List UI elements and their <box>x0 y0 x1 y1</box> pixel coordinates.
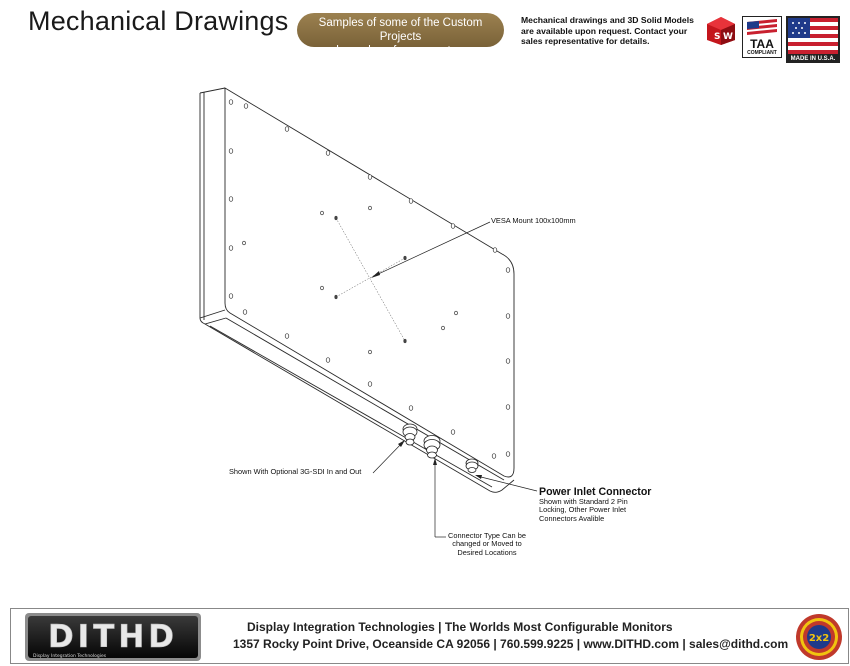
power-inlet-line-1: Shown with Standard 2 Pin <box>539 497 628 506</box>
made-in-usa-label: MADE IN U.S.A. <box>790 56 836 62</box>
sdi-callout: Shown With Optional 3G-SDI In and Out <box>229 467 362 476</box>
sdi-connector-2 <box>424 436 440 459</box>
svg-text:W: W <box>723 32 733 42</box>
connector-type-line-1: Connector Type Can be <box>448 531 526 540</box>
power-inlet-callout <box>539 486 651 523</box>
enclosure-back-plate <box>225 88 514 477</box>
connector-type-line-3: Desired Locations <box>457 547 517 557</box>
screw-holes <box>229 100 510 459</box>
footer-contact: 1357 Rocky Point Drive, Oceanside CA 92056 | 760.599.9225 | www.DITHD.com | sales@dithd.com <box>233 637 789 651</box>
connector-type-callout <box>448 532 526 557</box>
samples-badge-line-1: Samples of some of the Custom Projects <box>318 17 483 43</box>
dithd-logo <box>25 613 201 661</box>
vesa-pattern <box>336 218 405 341</box>
request-note-line-1: Mechanical drawings and 3D Solid Models <box>521 15 694 25</box>
power-inlet-heading: Power Inlet Connector <box>539 486 652 498</box>
vesa-mount-callout: VESA Mount 100x100mm <box>491 216 576 225</box>
sdi-connector-1 <box>403 424 417 445</box>
logo-subtext: Display Integration Technologies <box>33 654 107 659</box>
taa-sublabel: COMPLIANT <box>747 50 777 56</box>
company-seal-icon <box>795 613 843 661</box>
footer <box>10 608 849 664</box>
footer-tagline: Display Integration Technologies | The Worlds Most Configurable Monitors <box>247 620 673 634</box>
request-note-line-2: are available upon request. Contact your <box>521 25 688 36</box>
leader-lines <box>373 222 537 537</box>
vesa-holes <box>334 216 406 343</box>
power-inlet-connector <box>466 459 478 473</box>
power-inlet-line-3: Connectors Avalible <box>539 513 605 523</box>
connector-type-line-2: changed or Moved to <box>452 539 522 549</box>
logo-text: DITHD <box>47 619 179 655</box>
taa-label: TAA <box>750 37 774 51</box>
svg-text:S: S <box>714 32 721 42</box>
request-note-line-3: sales representative for details. <box>521 36 650 47</box>
power-inlet-line-2: Locking, Other Power Inlet <box>539 505 627 515</box>
samples-badge-line-2: we have done for our customers <box>318 45 483 57</box>
page-title: Mechanical Drawings <box>28 6 289 36</box>
seal-text: 2x2 <box>808 633 830 644</box>
